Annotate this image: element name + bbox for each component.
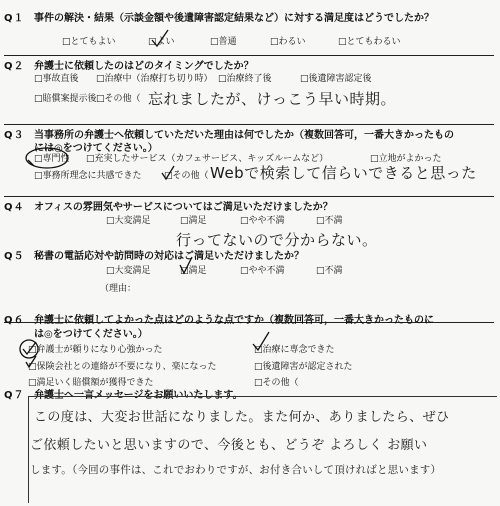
- q1-header: [4, 8, 494, 24]
- q4-number: Q４: [4, 202, 25, 213]
- q4-option-dissatisfied[interactable]: □不満: [316, 216, 343, 226]
- q3-option-service[interactable]: □充実したサービス（カフェサービス、キッズルームなど）: [86, 154, 329, 164]
- q5-option-very-satisfied[interactable]: □大変満足: [106, 266, 151, 276]
- q5-text: 秘書の電話応対や訪問時の対応はご満足いただけましたか？: [34, 251, 304, 262]
- q6-option-other[interactable]: □その他（: [254, 378, 299, 388]
- q7-handwritten-line-2: ご依頼したいと思いますので、今後とも、どうぞ よろしく お願い: [30, 438, 428, 453]
- q3-option-other[interactable]: □その他（: [164, 171, 209, 181]
- q7-text: 弁護士へ一言メッセージをお願いいたします。: [34, 390, 243, 401]
- q5-number: Q５: [4, 251, 25, 262]
- q6-number: Q６: [4, 315, 25, 326]
- q4-option-satisfied[interactable]: □満足: [180, 216, 207, 226]
- q6-option-reliable[interactable]: □弁護士が頼りになり心強かった: [28, 345, 163, 355]
- q6-option-compensation[interactable]: □満足いく賠償額が獲得できた: [28, 378, 154, 388]
- q2-option-after-offer[interactable]: □賠償案提示後: [34, 94, 97, 104]
- q5-option-satisfied[interactable]: □満足: [180, 266, 207, 276]
- q1-option-good[interactable]: □よい: [148, 37, 175, 47]
- q1-text: 事件の解決・結果（示談金額や後遺障害認定結果など）に対する満足度はどうでしたか？: [34, 13, 434, 24]
- q6-option-no-insurer-contact[interactable]: □保険会社との連絡が不要になり、楽になった: [28, 362, 217, 372]
- q3-number: Q３: [4, 130, 25, 141]
- q2-option-after-treatment[interactable]: □治療終了後: [218, 74, 272, 84]
- q3-option-philosophy[interactable]: □事務所理念に共感できた: [34, 171, 142, 181]
- q1-option-very-good[interactable]: □とてもよい: [62, 37, 116, 47]
- q1-option-very-bad[interactable]: □とてもわるい: [338, 37, 401, 47]
- q7-number: Q７: [4, 390, 25, 401]
- q2-text: 弁護士に依頼したのはどのタイミングでしたか？: [34, 61, 254, 72]
- q4-text: オフィスの雰囲気やサービスについてはご満足いただけましたか？: [34, 202, 333, 213]
- q6-text-line2: は◎をつけてください。）: [34, 329, 148, 340]
- q6-option-focus-treatment[interactable]: □治療に専念できた: [254, 345, 335, 355]
- q1-option-bad[interactable]: □わるい: [270, 37, 306, 47]
- q2-number: Q２: [4, 61, 25, 72]
- q3-text: 当事務所の弁護士へ依頼していただいた理由は何でしたか（複数回答可，一番大きかったもの: [34, 130, 454, 141]
- q3-option-location[interactable]: □立地がよかった: [370, 154, 442, 164]
- q6-header: [4, 310, 494, 326]
- q6-check-mark-treatment: [250, 330, 272, 354]
- q2-header: [4, 55, 494, 72]
- q3-check-mark: [160, 164, 176, 182]
- q1-check-mark: [150, 28, 170, 50]
- q2-option-right-after[interactable]: □事故直後: [34, 74, 79, 84]
- q2-option-after-certification[interactable]: □後遺障害認定後: [300, 74, 372, 84]
- q5-option-somewhat-dissatisfied[interactable]: □やや不満: [240, 266, 285, 276]
- q3-handwritten-answer: Webで検索して信らいできると思った: [210, 164, 477, 182]
- q3-text-line2: には◎をつけてください。）: [34, 143, 158, 154]
- q2-handwritten-answer: 忘れましたが、けっこう早い時期。: [148, 90, 397, 108]
- q6-check-mark-insurer: [24, 354, 38, 370]
- q5-check-mark: [178, 255, 194, 277]
- q2-option-during-treatment[interactable]: □治療中（治療打ち切り時）: [96, 74, 213, 84]
- q4-handwritten-answer: 行ってないので分からない。: [176, 231, 378, 249]
- q7-handwritten-line-3: します。（今回の事件は、これでおわりですが、お付き合いして頂ければと思います）: [30, 464, 442, 476]
- q2-option-other[interactable]: □その他（: [96, 94, 141, 104]
- q3-double-circle-mark: [24, 146, 70, 170]
- q5-option-dissatisfied[interactable]: □不満: [316, 266, 343, 276]
- q4-option-somewhat-dissatisfied[interactable]: □やや不満: [240, 216, 285, 226]
- q7-handwritten-line-1: この度は、大変お世話になりました。また何か、ありましたら、ぜひ: [34, 410, 450, 425]
- q5-reason-label: （理由：: [100, 284, 137, 294]
- q1-option-normal[interactable]: □普通: [210, 37, 237, 47]
- q4-header: [4, 196, 494, 213]
- q6-text: 弁護士に依頼してよかった点はどのような点ですか（複数回答可，一番大きかったものに: [34, 315, 434, 326]
- q1-number: Q１: [4, 13, 25, 24]
- q4-option-very-satisfied[interactable]: □大変満足: [106, 216, 151, 226]
- q5-header: [4, 246, 494, 262]
- q3-option-expertise[interactable]: □専門性: [34, 154, 70, 164]
- q6-option-certified[interactable]: □後遺障害が認定された: [254, 362, 353, 372]
